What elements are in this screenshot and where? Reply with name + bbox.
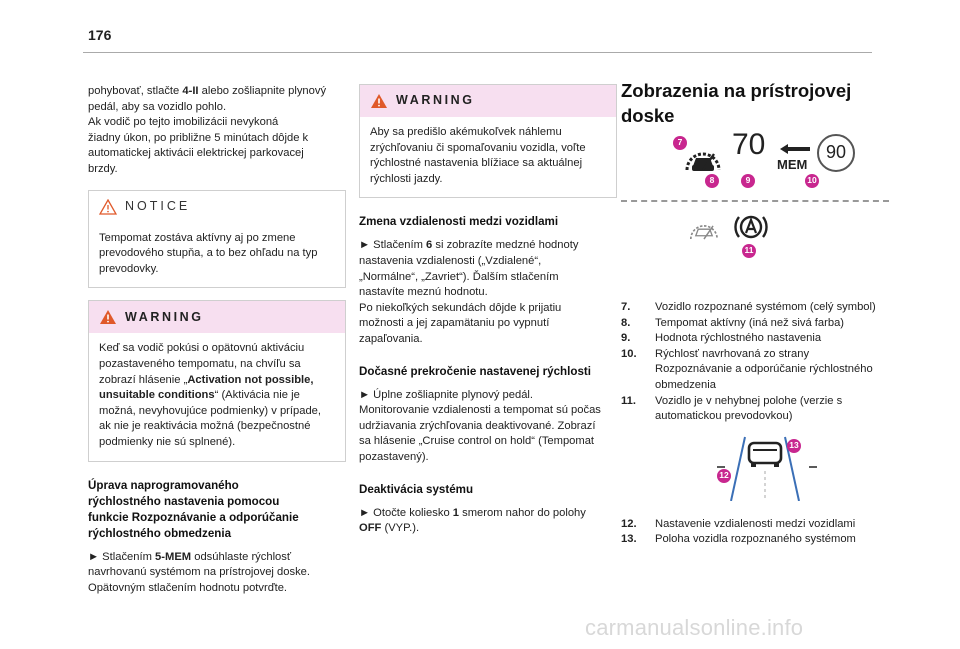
notice-header bbox=[89, 191, 345, 223]
callout-10: 10 bbox=[805, 174, 819, 188]
column-3 bbox=[621, 80, 891, 548]
top-rule bbox=[83, 52, 872, 53]
notice-text: Tempomat zostáva aktívny aj po zmene prevodového stupňa, a to bez ohľadu na typ prevodovky. bbox=[99, 231, 318, 275]
watermark: carmanualsonline.info bbox=[585, 615, 804, 640]
section-title-displays: Zobrazenia na prístrojovej doske bbox=[621, 80, 852, 126]
legend-item-10: 10. Rýchlosť navrhovaná zo strany Rozpoznávanie a odporúčanie rýchlostného obmedzenia bbox=[621, 347, 873, 391]
display-speed: 70 bbox=[732, 128, 766, 161]
warning-header-2 bbox=[360, 85, 616, 117]
speed-limit-sign-icon bbox=[817, 134, 855, 172]
cruise-car-gauge-icon-grey bbox=[687, 216, 721, 244]
warning-box-1 bbox=[88, 300, 346, 461]
distance-arrow-icon bbox=[778, 142, 812, 156]
warning-text-2: Aby sa predišlo akémukoľvek náhlemu zrýchľovaniu či spomaľovaniu vozidla, voľte rýchlostné nastavenia blížiace sa aktuálnej rýchlosti jazdy. bbox=[370, 126, 586, 185]
heading-distance: Zmena vzdialenosti medzi vozidlami bbox=[359, 215, 559, 229]
warning-title-1: WARNING bbox=[125, 309, 204, 324]
notice-triangle-icon bbox=[99, 199, 117, 215]
callout-9: 9 bbox=[741, 174, 755, 188]
callout-13: 13 bbox=[787, 439, 801, 453]
warning-triangle-icon bbox=[370, 93, 388, 109]
legend-list-1 bbox=[621, 300, 891, 425]
section-heading-speed-adjust: Úprava naprogramovaného rýchlostného nastavenia pomocou funkcie Rozpoznávanie a odporúčanie rýchlostného obmedzenia bbox=[88, 478, 299, 540]
dashboard-illustration bbox=[621, 128, 891, 282]
heading-deactivation: Deaktivácia systému bbox=[359, 482, 474, 496]
callout-12: 12 bbox=[717, 469, 731, 483]
callout-11: 11 bbox=[742, 244, 756, 258]
dashed-divider bbox=[621, 200, 889, 202]
notice-box bbox=[88, 190, 346, 289]
notice-title: NOTICE bbox=[125, 198, 191, 213]
paragraph-deactivation: ► Otočte koliesko 1 smerom nahor do polohy OFF (VYP.). bbox=[359, 506, 586, 535]
callout-7: 7 bbox=[673, 136, 687, 150]
legend-list-2 bbox=[621, 517, 891, 548]
callout-8: 8 bbox=[705, 174, 719, 188]
paragraph-overspeed: ► Úplne zošliapnite plynový pedál. Monitorovanie vzdialenosti a tempomat sú počas udržiavania zrýchľovania deaktivované. Zobrazí sa hlásenie „Cruise control on hold“ (Tempomat pozastavený). bbox=[359, 388, 601, 463]
heading-overspeed: Dočasné prekročenie nastavenej rýchlosti bbox=[359, 364, 591, 378]
warning-box-2 bbox=[359, 84, 617, 198]
display-mem: MEM bbox=[777, 157, 808, 172]
page-number: 176 bbox=[88, 27, 112, 43]
intro-paragraph: pohybovať, stlačte 4-II alebo zošliapnite plynový pedál, aby sa vozidlo pohlo. Ak vodič po tejto imobilizácii nevykoná žiadny úkon, po približne 5 minútach dôjde k automatickej aktivácii elektrickej parkovacej brzdy. bbox=[88, 85, 327, 175]
warning-text-1: Keď sa vodič pokúsi o opätovnú aktiváciu pozastaveného tempomatu, na chvíľu sa zobrazí hlásenie „Activation not possible, unsuitable conditions“ (Aktivácia nie je možná, nevyhovujúce podmienky) v prípade, ak nie je reaktivácia možná (bezpečnostné podmienky nie sú splnené). bbox=[99, 342, 322, 448]
column-1 bbox=[88, 84, 346, 596]
warning-triangle-icon bbox=[99, 309, 117, 325]
auto-hold-icon bbox=[733, 212, 769, 242]
paragraph-distance: ► Stlačením 6 si zobrazíte medzné hodnoty nastavenia vzdialenosti („Vzdialené“, „Normálne“, „Zavriet“). Ďalším stlačením nastavíte meznú hodnotu. Po niekoľkých sekundách dôjde k prijatiu možnosti a jej zapamätaniu po vypnutí zapaľovania. bbox=[359, 239, 579, 345]
display-limit: 90 bbox=[825, 142, 847, 163]
legend-item-7: 7. Vozidlo rozpoznané systémom (celý symbol) bbox=[621, 301, 876, 313]
warning-header-1 bbox=[89, 301, 345, 333]
legend-item-12: 12. Nastavenie vzdialenosti medzi vozidlami bbox=[621, 517, 856, 530]
warning-title-2: WARNING bbox=[396, 93, 475, 108]
step-paragraph: ► Stlačením 5-MEM odsúhlaste rýchlosť navrhovanú systémom na prístrojovej doske. Opätovným stlačením hodnotu potvrďte. bbox=[88, 550, 310, 594]
legend-item-13: 13. Poloha vozidla rozpoznaného systémom bbox=[621, 533, 856, 546]
legend-item-9: 9. Hodnota rýchlostného nastavenia bbox=[621, 332, 822, 345]
legend-item-8: 8. Tempomat aktívny (iná než sivá farba) bbox=[621, 316, 845, 329]
lane-illustration bbox=[621, 435, 891, 505]
cruise-car-gauge-icon bbox=[683, 142, 723, 176]
legend-item-11: 11. Vozidlo je v nehybnej polohe (verzie s automatickou prevodovkou) bbox=[621, 394, 843, 423]
column-2 bbox=[359, 84, 617, 537]
